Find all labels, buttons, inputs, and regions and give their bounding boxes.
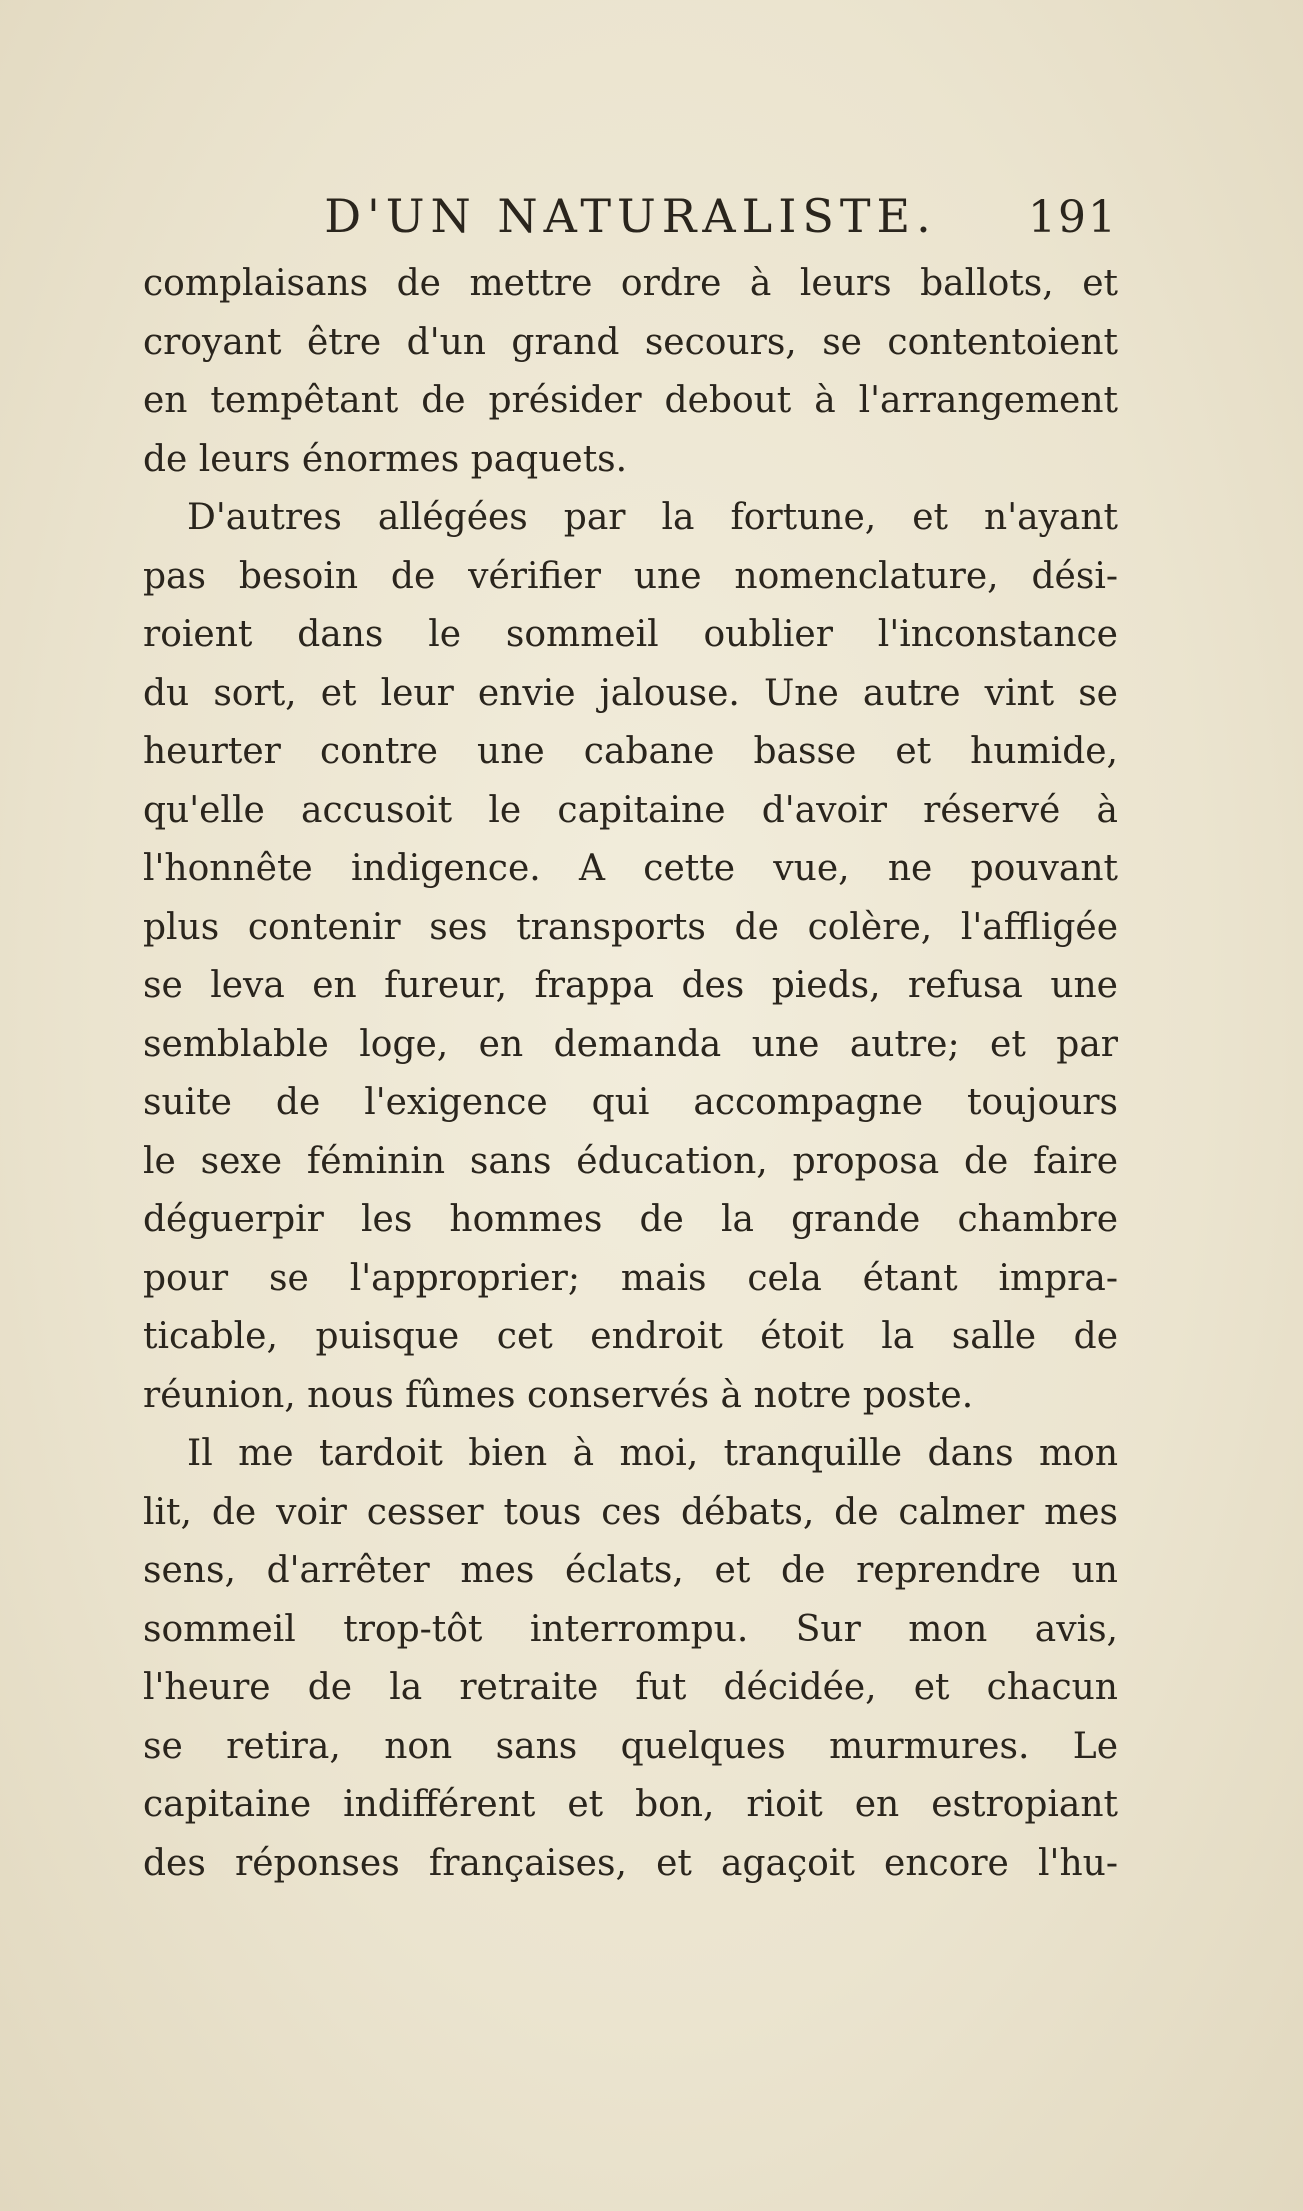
text-line: en tempêtant de présider debout à l'arrangement <box>143 380 1118 421</box>
text-line: réunion, nous fûmes conservés à notre poste. <box>143 1374 974 1416</box>
text-line: sens, d'arrêter mes éclats, et de reprendre un <box>143 1550 1118 1591</box>
paragraph <box>143 1425 1118 1893</box>
text-line: l'honnête indigence. A cette vue, ne pouvant <box>143 848 1118 889</box>
text-line: se leva en fureur, frappa des pieds, refusa une <box>143 965 1118 1006</box>
text-line: croyant être d'un grand secours, se contentoient <box>143 321 1118 363</box>
text-line: se retira, non sans quelques murmures. Le <box>143 1725 1118 1767</box>
text-line: D'autres allégées par la fortune, et n'ayant <box>187 497 1118 538</box>
paragraph <box>143 255 1118 489</box>
text-line: déguerpir les hommes de la grande chambre <box>143 1199 1118 1240</box>
text-line: complaisans de mettre ordre à leurs ballots, et <box>143 263 1118 304</box>
body-text <box>143 255 1118 1893</box>
running-title: D'UN NATURALISTE. <box>324 189 937 243</box>
page-number: 191 <box>1028 192 1118 243</box>
text-line: le sexe féminin sans éducation, proposa de faire <box>143 1140 1118 1182</box>
text-line: lit, de voir cesser tous ces débats, de calmer mes <box>143 1491 1118 1533</box>
text-line: plus contenir ses transports de colère, l'affligée <box>143 906 1118 948</box>
text-line: capitaine indifférent et bon, rioit en estropiant <box>143 1784 1118 1825</box>
text-line: sommeil trop-tôt interrompu. Sur mon avis, <box>143 1608 1118 1650</box>
text-line: suite de l'exigence qui accompagne toujours <box>143 1082 1118 1123</box>
text-line: des réponses françaises, et agaçoit encore l'hu- <box>143 1842 1118 1884</box>
text-line: semblable loge, en demanda une autre; et par <box>143 1023 1118 1065</box>
text-line: pas besoin de vérifier une nomenclature, dési- <box>143 555 1118 597</box>
text-line: l'heure de la retraite fut décidée, et chacun <box>143 1667 1118 1708</box>
page-header <box>143 186 1118 246</box>
paragraph <box>143 489 1118 1425</box>
text-line: ticable, puisque cet endroit étoit la salle de <box>143 1316 1118 1357</box>
text-line: qu'elle accusoit le capitaine d'avoir réservé à <box>143 789 1118 831</box>
text-line: roient dans le sommeil oublier l'inconstance <box>143 614 1118 655</box>
text-line: du sort, et leur envie jalouse. Une autre vint se <box>143 672 1118 714</box>
text-line: Il me tardoit bien à moi, tranquille dans mon <box>187 1433 1118 1474</box>
text-line: heurter contre une cabane basse et humide, <box>143 731 1118 772</box>
text-line: pour se l'approprier; mais cela étant impra- <box>143 1257 1118 1299</box>
text-line: de leurs énormes paquets. <box>143 438 628 480</box>
